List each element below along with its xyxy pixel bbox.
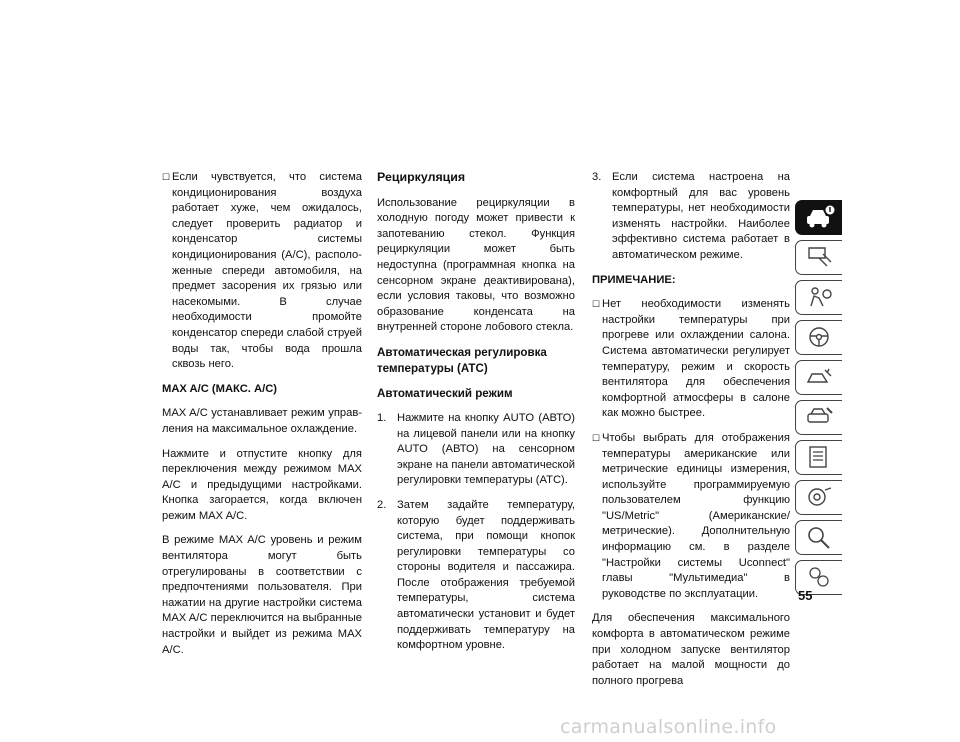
watermark: carmanualsonline.info: [560, 716, 777, 738]
bullet-item: [592, 297, 790, 422]
bullet-text: Если чувствуется, что система кондиционирования воздуха работает хуже, чем ожидалось, следует проверить радиатор и конденсатор системы кондиционирования (A/C), расположенные спереди автомобиля, на предмет засорения их грязью или насекомыми. В случае необходимости промойте конденсатор спереди слабой струей воды так, чтобы вода прошла сквозь него.: [172, 171, 362, 371]
languages-icon: [805, 564, 835, 590]
steering-wheel-icon: [805, 324, 835, 350]
tab-service-car[interactable]: [795, 400, 842, 435]
item-number: 3.: [592, 171, 602, 183]
tab-car-info[interactable]: [795, 200, 842, 235]
column-middle: [377, 170, 575, 663]
paragraph: Для обеспечения максимального комфорта в автоматическом режиме при холодном запуске вентилятор работает на малой мощности до полного прогрева: [592, 612, 790, 687]
numbered-item: [377, 498, 575, 654]
tab-list[interactable]: [795, 440, 842, 475]
section-heading-atc: Автоматическая регулировка температуры (ATC): [377, 345, 547, 375]
tab-search[interactable]: [795, 520, 842, 555]
numbered-item: [377, 411, 575, 489]
bullet-item: [162, 170, 362, 373]
car-info-icon: [805, 204, 835, 230]
subsection-heading-auto: Автоматический режим: [377, 386, 513, 400]
note-heading: ПРИМЕЧАНИЕ:: [592, 273, 676, 286]
checkbox-bullet-icon: ☐: [592, 432, 601, 443]
checkbox-bullet-icon: ☐: [592, 299, 601, 310]
service-car-icon: [805, 404, 835, 430]
tab-steering-wheel[interactable]: [795, 320, 842, 355]
max-ac-heading: MAX A/C (МАКС. A/C): [162, 382, 278, 395]
warning-lights-icon: [805, 244, 835, 270]
item-number: 1.: [377, 411, 387, 424]
page-number: 55: [798, 588, 813, 603]
paragraph: Использование рециркуляции в холодную погоду может привести к запотеванию стекол. Функция рециркуляции может быть недоступна (программная кнопка на сенсорном экране деактивирована), если условия таковы, что возможно образование конденсата на внутренней стороне лобового стекла.: [377, 196, 575, 334]
bullet-text: Чтобы выбрать для отображения температуры американские или метрические единицы измерения, используйте программируемую пользователем функцию "US/Metric" (Американские/метрические). Дополнительную информацию см. в разделе "Настройки системы Uconnect" главы "Мультимедиа" в руководстве по эксплуатации.: [602, 431, 790, 600]
column-right: [592, 170, 790, 698]
multimedia-icon: [805, 484, 835, 510]
numbered-item: [592, 170, 790, 264]
paragraph: В режиме MAX A/C уровень и режим вентилятора могут быть отрегулированы в соответствии с предпочтениями пользователя. При нажатии на другие настройки система MAX A/C переключится на выбранные настройки и выйдет из режима MAX A/C.: [162, 534, 362, 656]
search-icon: [805, 524, 835, 550]
tab-airbag-safety[interactable]: [795, 280, 842, 315]
tab-car-crash[interactable]: [795, 360, 842, 395]
item-number: 2.: [377, 498, 387, 511]
paragraph: MAX A/C устанавливает режим управления на максимальное охлаждение.: [162, 407, 362, 435]
item-text: Затем задайте температуру, которую будет поддерживать система, при помощи кнопок регулировки температуры со стороны водителя и пассажира. После отображения требуемой температуры, система автоматически установит и будет поддерживать температуру на комфортном уровне.: [397, 498, 575, 652]
checkbox-bullet-icon: ☐: [162, 172, 171, 182]
column-left: [162, 170, 362, 667]
chapter-tabs: [795, 200, 843, 600]
item-text: Нажмите на кнопку AUTO (АВТО) на лицевой панели или на кнопку AUTO (АВТО) на сенсорном экране на панели автоматической регулировки температуры (ATC).: [397, 411, 575, 487]
bullet-text: Нет необходимости изменять настройки температуры при прогреве или охлаждении салона. Система автоматически регулирует температуру, режим и скорость вентилятора для обеспечения комфортной атмосферы в салоне как можно быстрее.: [602, 298, 790, 420]
airbag-safety-icon: [805, 284, 835, 310]
paragraph: Нажмите и отпустите кнопку для переключения между режимом MAX A/C и предыдущими настройками. Кнопка загорается, когда включен режим MAX A/C.: [162, 447, 362, 522]
item-text: Если система настроена на комфортный для вас уровень температуры, нет необходимости изменять настройки. Наиболее эффективно система работает в автоматическом режиме.: [612, 171, 790, 261]
tab-multimedia[interactable]: [795, 480, 842, 515]
tab-warning-lights[interactable]: [795, 240, 842, 275]
bullet-item: [592, 431, 790, 603]
list-icon: [805, 444, 835, 470]
car-crash-icon: [805, 364, 835, 390]
section-heading-recirculation: Рециркуляция: [377, 170, 466, 184]
